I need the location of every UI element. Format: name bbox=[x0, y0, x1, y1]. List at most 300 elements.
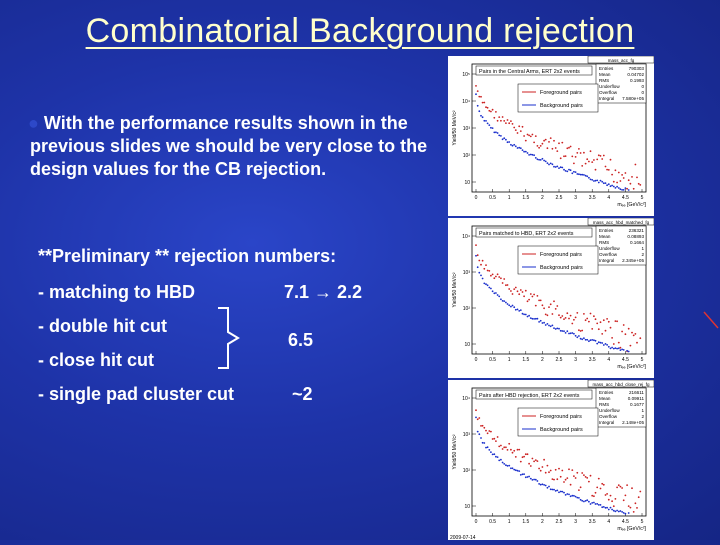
bg-point bbox=[548, 486, 550, 488]
row-label-double-hit: - double hit cut bbox=[38, 316, 167, 336]
fg-point bbox=[586, 318, 588, 320]
fg-point bbox=[605, 494, 607, 496]
bg-point bbox=[545, 161, 547, 163]
bg-point bbox=[493, 453, 495, 455]
fg-point bbox=[576, 472, 578, 474]
stats-value: 0.08893 bbox=[627, 234, 644, 239]
bg-point bbox=[507, 465, 509, 467]
fg-point bbox=[608, 169, 610, 171]
fg-point bbox=[578, 148, 580, 150]
legend-bg-label: Background pairs bbox=[540, 265, 583, 271]
bg-point bbox=[498, 460, 500, 462]
x-tick-label: 0 bbox=[474, 195, 478, 201]
x-tick-label: 2 bbox=[541, 519, 544, 525]
bg-point bbox=[613, 510, 615, 512]
fg-point bbox=[625, 333, 627, 335]
bg-point bbox=[555, 166, 557, 168]
bg-point bbox=[591, 502, 593, 504]
bg-point bbox=[611, 509, 613, 511]
x-tick-label: 1 bbox=[507, 357, 511, 363]
fg-point bbox=[485, 264, 487, 266]
fg-point bbox=[537, 460, 539, 462]
fg-point bbox=[563, 481, 565, 483]
bg-point bbox=[530, 154, 532, 156]
fg-point bbox=[515, 456, 517, 458]
x-tick-label: 3 bbox=[574, 357, 577, 363]
bg-point bbox=[598, 341, 600, 343]
bg-point bbox=[571, 332, 573, 334]
bg-point bbox=[532, 479, 534, 481]
bg-point bbox=[517, 470, 519, 472]
fg-point bbox=[620, 347, 622, 349]
x-tick-label: 3.5 bbox=[588, 195, 596, 201]
stats-value: 216611 bbox=[629, 390, 644, 395]
stats-value: 0.1664 bbox=[629, 240, 644, 245]
bg-point bbox=[498, 135, 500, 137]
stats-label: Mean bbox=[599, 396, 611, 401]
fg-point bbox=[600, 321, 602, 323]
stats-value: 2 bbox=[641, 414, 644, 419]
bg-point bbox=[538, 483, 540, 485]
plot-date: 2009-07-14 bbox=[450, 535, 476, 540]
bg-point bbox=[593, 180, 595, 182]
bg-point bbox=[533, 318, 535, 320]
fg-point bbox=[571, 156, 573, 158]
legend-fg-label: Foreground pairs bbox=[540, 414, 582, 420]
fg-point bbox=[555, 469, 557, 471]
bg-point bbox=[480, 437, 482, 439]
x-tick-label: 1.5 bbox=[522, 519, 530, 525]
bg-point bbox=[527, 152, 529, 154]
bg-point bbox=[478, 110, 480, 112]
fg-point bbox=[503, 120, 505, 122]
fg-point bbox=[518, 449, 520, 451]
bg-point bbox=[552, 489, 554, 491]
bg-point bbox=[560, 330, 562, 332]
fg-point bbox=[580, 330, 582, 332]
bg-point bbox=[542, 322, 544, 324]
fg-point bbox=[507, 449, 509, 451]
fg-point bbox=[576, 312, 578, 314]
bg-point bbox=[578, 173, 580, 175]
fg-point bbox=[623, 177, 625, 179]
fg-point bbox=[500, 120, 502, 122]
y-tick-label: 10⁵ bbox=[462, 72, 470, 78]
bg-point bbox=[575, 335, 577, 337]
fg-point bbox=[621, 331, 623, 333]
fg-point bbox=[538, 147, 540, 149]
fg-point bbox=[545, 314, 547, 316]
fg-point bbox=[475, 409, 477, 411]
fg-point bbox=[639, 184, 641, 186]
x-tick-label: 4 bbox=[607, 357, 611, 363]
bg-point bbox=[585, 500, 587, 502]
bg-point bbox=[568, 333, 570, 335]
fg-point bbox=[611, 174, 613, 176]
bg-point bbox=[480, 275, 482, 277]
bg-point bbox=[503, 137, 505, 139]
fg-point bbox=[550, 137, 552, 139]
bg-point bbox=[532, 154, 534, 156]
stats-label: Overflow bbox=[599, 90, 618, 95]
bg-point bbox=[618, 511, 620, 513]
bg-point bbox=[558, 328, 560, 330]
bg-point bbox=[581, 174, 583, 176]
fg-point bbox=[558, 468, 560, 470]
x-tick-label: 2.5 bbox=[555, 519, 563, 525]
fg-point bbox=[565, 317, 567, 319]
bg-point bbox=[515, 309, 517, 311]
fg-point bbox=[633, 188, 635, 190]
bg-point bbox=[578, 497, 580, 499]
fg-point bbox=[568, 318, 570, 320]
bg-point bbox=[603, 506, 605, 508]
fg-point bbox=[488, 430, 490, 432]
stats-label: Integral bbox=[599, 96, 615, 101]
bg-point bbox=[545, 485, 547, 487]
bg-point bbox=[513, 144, 515, 146]
x-tick-label: 4 bbox=[607, 195, 611, 201]
bg-point bbox=[568, 494, 570, 496]
bg-point bbox=[530, 317, 532, 319]
bg-point bbox=[560, 491, 562, 493]
bg-point bbox=[581, 338, 583, 340]
stats-label: Mean bbox=[599, 234, 611, 239]
y-tick-label: 10 bbox=[464, 342, 470, 348]
bg-point bbox=[537, 318, 539, 320]
x-tick-label: 1.5 bbox=[522, 195, 530, 201]
x-tick-label: 5 bbox=[640, 519, 644, 525]
plot-panel-1 bbox=[448, 56, 654, 216]
bg-point bbox=[558, 491, 560, 493]
bg-point bbox=[563, 492, 565, 494]
fg-point bbox=[560, 476, 562, 478]
fg-point bbox=[626, 188, 628, 190]
bg-point bbox=[628, 351, 630, 353]
bg-point bbox=[593, 502, 595, 504]
bullet-marker: ● bbox=[28, 113, 39, 133]
plot-column bbox=[448, 56, 654, 540]
fg-point bbox=[583, 474, 585, 476]
fg-point bbox=[498, 446, 500, 448]
fg-point bbox=[591, 161, 593, 163]
bg-point bbox=[575, 496, 577, 498]
fg-point bbox=[560, 157, 562, 159]
bg-point bbox=[576, 336, 578, 338]
fg-point bbox=[537, 295, 539, 297]
fg-point bbox=[548, 471, 550, 473]
bg-point bbox=[483, 442, 485, 444]
fg-point bbox=[615, 320, 617, 322]
bg-point bbox=[583, 174, 585, 176]
x-tick-label: 2 bbox=[541, 195, 544, 201]
x-tick-label: 0.5 bbox=[489, 357, 497, 363]
bg-point bbox=[621, 511, 623, 513]
fg-point bbox=[535, 305, 537, 307]
fg-point bbox=[478, 417, 480, 419]
bg-point bbox=[591, 339, 593, 341]
fg-point bbox=[633, 335, 635, 337]
fg-point bbox=[561, 470, 563, 472]
fg-point bbox=[600, 488, 602, 490]
fg-point bbox=[533, 142, 535, 144]
bg-point bbox=[500, 298, 502, 300]
bg-point bbox=[530, 478, 532, 480]
bg-point bbox=[600, 342, 602, 344]
fg-point bbox=[581, 165, 583, 167]
fg-point bbox=[568, 147, 570, 149]
fg-point bbox=[527, 453, 529, 455]
bg-point bbox=[495, 292, 497, 294]
plot-panel-3 bbox=[448, 380, 654, 540]
bg-point bbox=[510, 467, 512, 469]
fg-point bbox=[483, 427, 485, 429]
fg-point bbox=[480, 425, 482, 427]
bg-point bbox=[475, 417, 477, 419]
bg-point bbox=[483, 120, 485, 122]
row-value-single-pad: ~2 bbox=[292, 384, 313, 404]
fg-point bbox=[543, 459, 545, 461]
histogram-plot bbox=[448, 218, 654, 378]
fg-point bbox=[480, 264, 482, 266]
bracket-value: 6.5 bbox=[288, 330, 314, 350]
bg-point bbox=[561, 330, 563, 332]
fg-point bbox=[482, 425, 484, 427]
bg-point bbox=[477, 266, 479, 268]
fg-point bbox=[618, 342, 620, 344]
fg-point bbox=[543, 140, 545, 142]
bg-point bbox=[555, 328, 557, 330]
fg-point bbox=[548, 141, 550, 143]
bg-point bbox=[576, 497, 578, 499]
fg-point bbox=[500, 445, 502, 447]
fg-point bbox=[482, 260, 484, 262]
prelim-heading: **Preliminary ** rejection numbers: bbox=[38, 246, 337, 266]
fg-point bbox=[630, 345, 632, 347]
fg-point bbox=[487, 107, 489, 109]
fg-point bbox=[528, 299, 530, 301]
fg-point bbox=[497, 273, 499, 275]
fg-point bbox=[520, 461, 522, 463]
fg-point bbox=[631, 176, 633, 178]
fg-point bbox=[631, 487, 633, 489]
bg-point bbox=[550, 163, 552, 165]
legend-fg-label: Foreground pairs bbox=[540, 252, 582, 258]
bg-point bbox=[588, 177, 590, 179]
fg-point bbox=[610, 327, 612, 329]
bg-point bbox=[497, 456, 499, 458]
fg-point bbox=[538, 468, 540, 470]
fg-point bbox=[488, 270, 490, 272]
fg-point bbox=[525, 453, 527, 455]
fg-point bbox=[613, 343, 615, 345]
fg-point bbox=[563, 318, 565, 320]
fg-point bbox=[566, 477, 568, 479]
y-tick-label: 10³ bbox=[462, 270, 470, 276]
fg-point bbox=[575, 477, 577, 479]
bg-point bbox=[543, 484, 545, 486]
bg-point bbox=[565, 494, 567, 496]
fg-point bbox=[478, 96, 480, 98]
fg-point bbox=[533, 294, 535, 296]
fg-point bbox=[545, 139, 547, 141]
stats-value: 1 bbox=[641, 246, 644, 251]
bg-point bbox=[518, 470, 520, 472]
bg-point bbox=[488, 449, 490, 451]
fg-point bbox=[537, 145, 539, 147]
fg-point bbox=[639, 491, 641, 493]
bg-point bbox=[545, 324, 547, 326]
bg-point bbox=[555, 490, 557, 492]
fg-point bbox=[513, 450, 515, 452]
fg-point bbox=[588, 161, 590, 163]
bg-point bbox=[492, 290, 494, 292]
histogram-plot bbox=[448, 380, 654, 540]
bg-point bbox=[490, 288, 492, 290]
fg-point bbox=[542, 466, 544, 468]
bullet-text: With the performance results shown in the previous slides we should be very close to the design values for the CB rejection. bbox=[30, 113, 428, 179]
bg-point bbox=[628, 512, 630, 514]
bg-point bbox=[603, 182, 605, 184]
y-tick-label: 10² bbox=[462, 468, 470, 474]
fg-point bbox=[561, 142, 563, 144]
plot-title: Pairs after HBD rejection, ERT 2x2 events bbox=[479, 393, 580, 399]
bg-point bbox=[553, 327, 555, 329]
bg-point bbox=[487, 446, 489, 448]
fg-point bbox=[611, 337, 613, 339]
fg-point bbox=[490, 431, 492, 433]
bg-point bbox=[625, 513, 627, 515]
hist-name: mass_acc_hbd_close_rej_fg bbox=[592, 382, 650, 387]
bg-point bbox=[537, 158, 539, 160]
bg-point bbox=[623, 512, 625, 514]
fg-point bbox=[630, 507, 632, 509]
bg-point bbox=[601, 506, 603, 508]
y-axis-label: Yield/50 MeV/c² bbox=[452, 434, 458, 470]
stats-value: 0.04702 bbox=[627, 72, 644, 77]
stats-value: 7.580e+05 bbox=[622, 96, 644, 101]
bg-point bbox=[528, 315, 530, 317]
bg-point bbox=[620, 510, 622, 512]
bg-point bbox=[475, 93, 477, 95]
x-axis-label: mₑₑ [GeV/c²] bbox=[617, 364, 646, 370]
fg-point bbox=[566, 312, 568, 314]
stats-label: RMS bbox=[599, 402, 610, 407]
stats-label: Underflow bbox=[599, 84, 620, 89]
fg-point bbox=[628, 328, 630, 330]
fg-point bbox=[636, 177, 638, 179]
bg-point bbox=[561, 167, 563, 169]
fg-point bbox=[623, 324, 625, 326]
bg-point bbox=[517, 147, 519, 149]
fg-point bbox=[522, 126, 524, 128]
fg-point bbox=[603, 319, 605, 321]
fg-point bbox=[542, 143, 544, 145]
x-tick-label: 2.5 bbox=[555, 357, 563, 363]
bg-point bbox=[591, 179, 593, 181]
row-label-close-hit: - close hit cut bbox=[38, 350, 155, 370]
bg-point bbox=[580, 174, 582, 176]
bg-point bbox=[535, 318, 537, 320]
bg-point bbox=[605, 182, 607, 184]
fg-point bbox=[610, 159, 612, 161]
fg-point bbox=[639, 337, 641, 339]
bg-point bbox=[512, 305, 514, 307]
x-tick-label: 0 bbox=[474, 357, 478, 363]
bg-point bbox=[543, 322, 545, 324]
bg-point bbox=[595, 503, 597, 505]
fg-point bbox=[556, 305, 558, 307]
bg-point bbox=[540, 159, 542, 161]
stats-label: Underflow bbox=[599, 246, 620, 251]
bg-point bbox=[478, 272, 480, 274]
fg-point bbox=[571, 469, 573, 471]
bg-point bbox=[485, 447, 487, 449]
fg-point bbox=[510, 449, 512, 451]
fg-point bbox=[487, 432, 489, 434]
bg-point bbox=[558, 167, 560, 169]
bg-point bbox=[600, 180, 602, 182]
bg-point bbox=[628, 189, 630, 191]
bg-point bbox=[525, 151, 527, 153]
fg-point bbox=[591, 328, 593, 330]
fg-point bbox=[488, 110, 490, 112]
bg-point bbox=[598, 504, 600, 506]
bg-point bbox=[610, 185, 612, 187]
bg-point bbox=[565, 170, 567, 172]
fg-point bbox=[478, 260, 480, 262]
bg-point bbox=[528, 476, 530, 478]
bg-point bbox=[606, 507, 608, 509]
fg-point bbox=[628, 505, 630, 507]
plot-title: Pairs matched to HBD, ERT 2x2 events bbox=[479, 231, 574, 237]
bg-point bbox=[532, 318, 534, 320]
bg-point bbox=[601, 342, 603, 344]
bg-point bbox=[618, 347, 620, 349]
fg-point bbox=[625, 495, 627, 497]
x-tick-label: 2 bbox=[541, 357, 544, 363]
fg-point bbox=[503, 446, 505, 448]
bg-point bbox=[540, 484, 542, 486]
row-label-single-pad: - single pad cluster cut bbox=[38, 384, 235, 404]
fg-point bbox=[485, 430, 487, 432]
fg-point bbox=[550, 470, 552, 472]
bg-point bbox=[613, 186, 615, 188]
x-tick-label: 4.5 bbox=[621, 519, 629, 525]
stats-label: Mean bbox=[599, 72, 611, 77]
fg-point bbox=[635, 164, 637, 166]
bg-point bbox=[523, 473, 525, 475]
bg-point bbox=[580, 499, 582, 501]
bg-point bbox=[578, 335, 580, 337]
bg-point bbox=[488, 124, 490, 126]
fg-point bbox=[550, 303, 552, 305]
bg-point bbox=[482, 442, 484, 444]
bg-point bbox=[517, 309, 519, 311]
bg-point bbox=[626, 350, 628, 352]
bg-point bbox=[523, 314, 525, 316]
fg-point bbox=[606, 318, 608, 320]
bg-point bbox=[512, 145, 514, 147]
fg-point bbox=[601, 333, 603, 335]
fg-point bbox=[525, 140, 527, 142]
bg-point bbox=[482, 278, 484, 280]
fg-point bbox=[585, 319, 587, 321]
fg-point bbox=[615, 169, 617, 171]
fg-point bbox=[552, 478, 554, 480]
legend-fg-label: Foreground pairs bbox=[540, 90, 582, 96]
fg-point bbox=[495, 440, 497, 442]
